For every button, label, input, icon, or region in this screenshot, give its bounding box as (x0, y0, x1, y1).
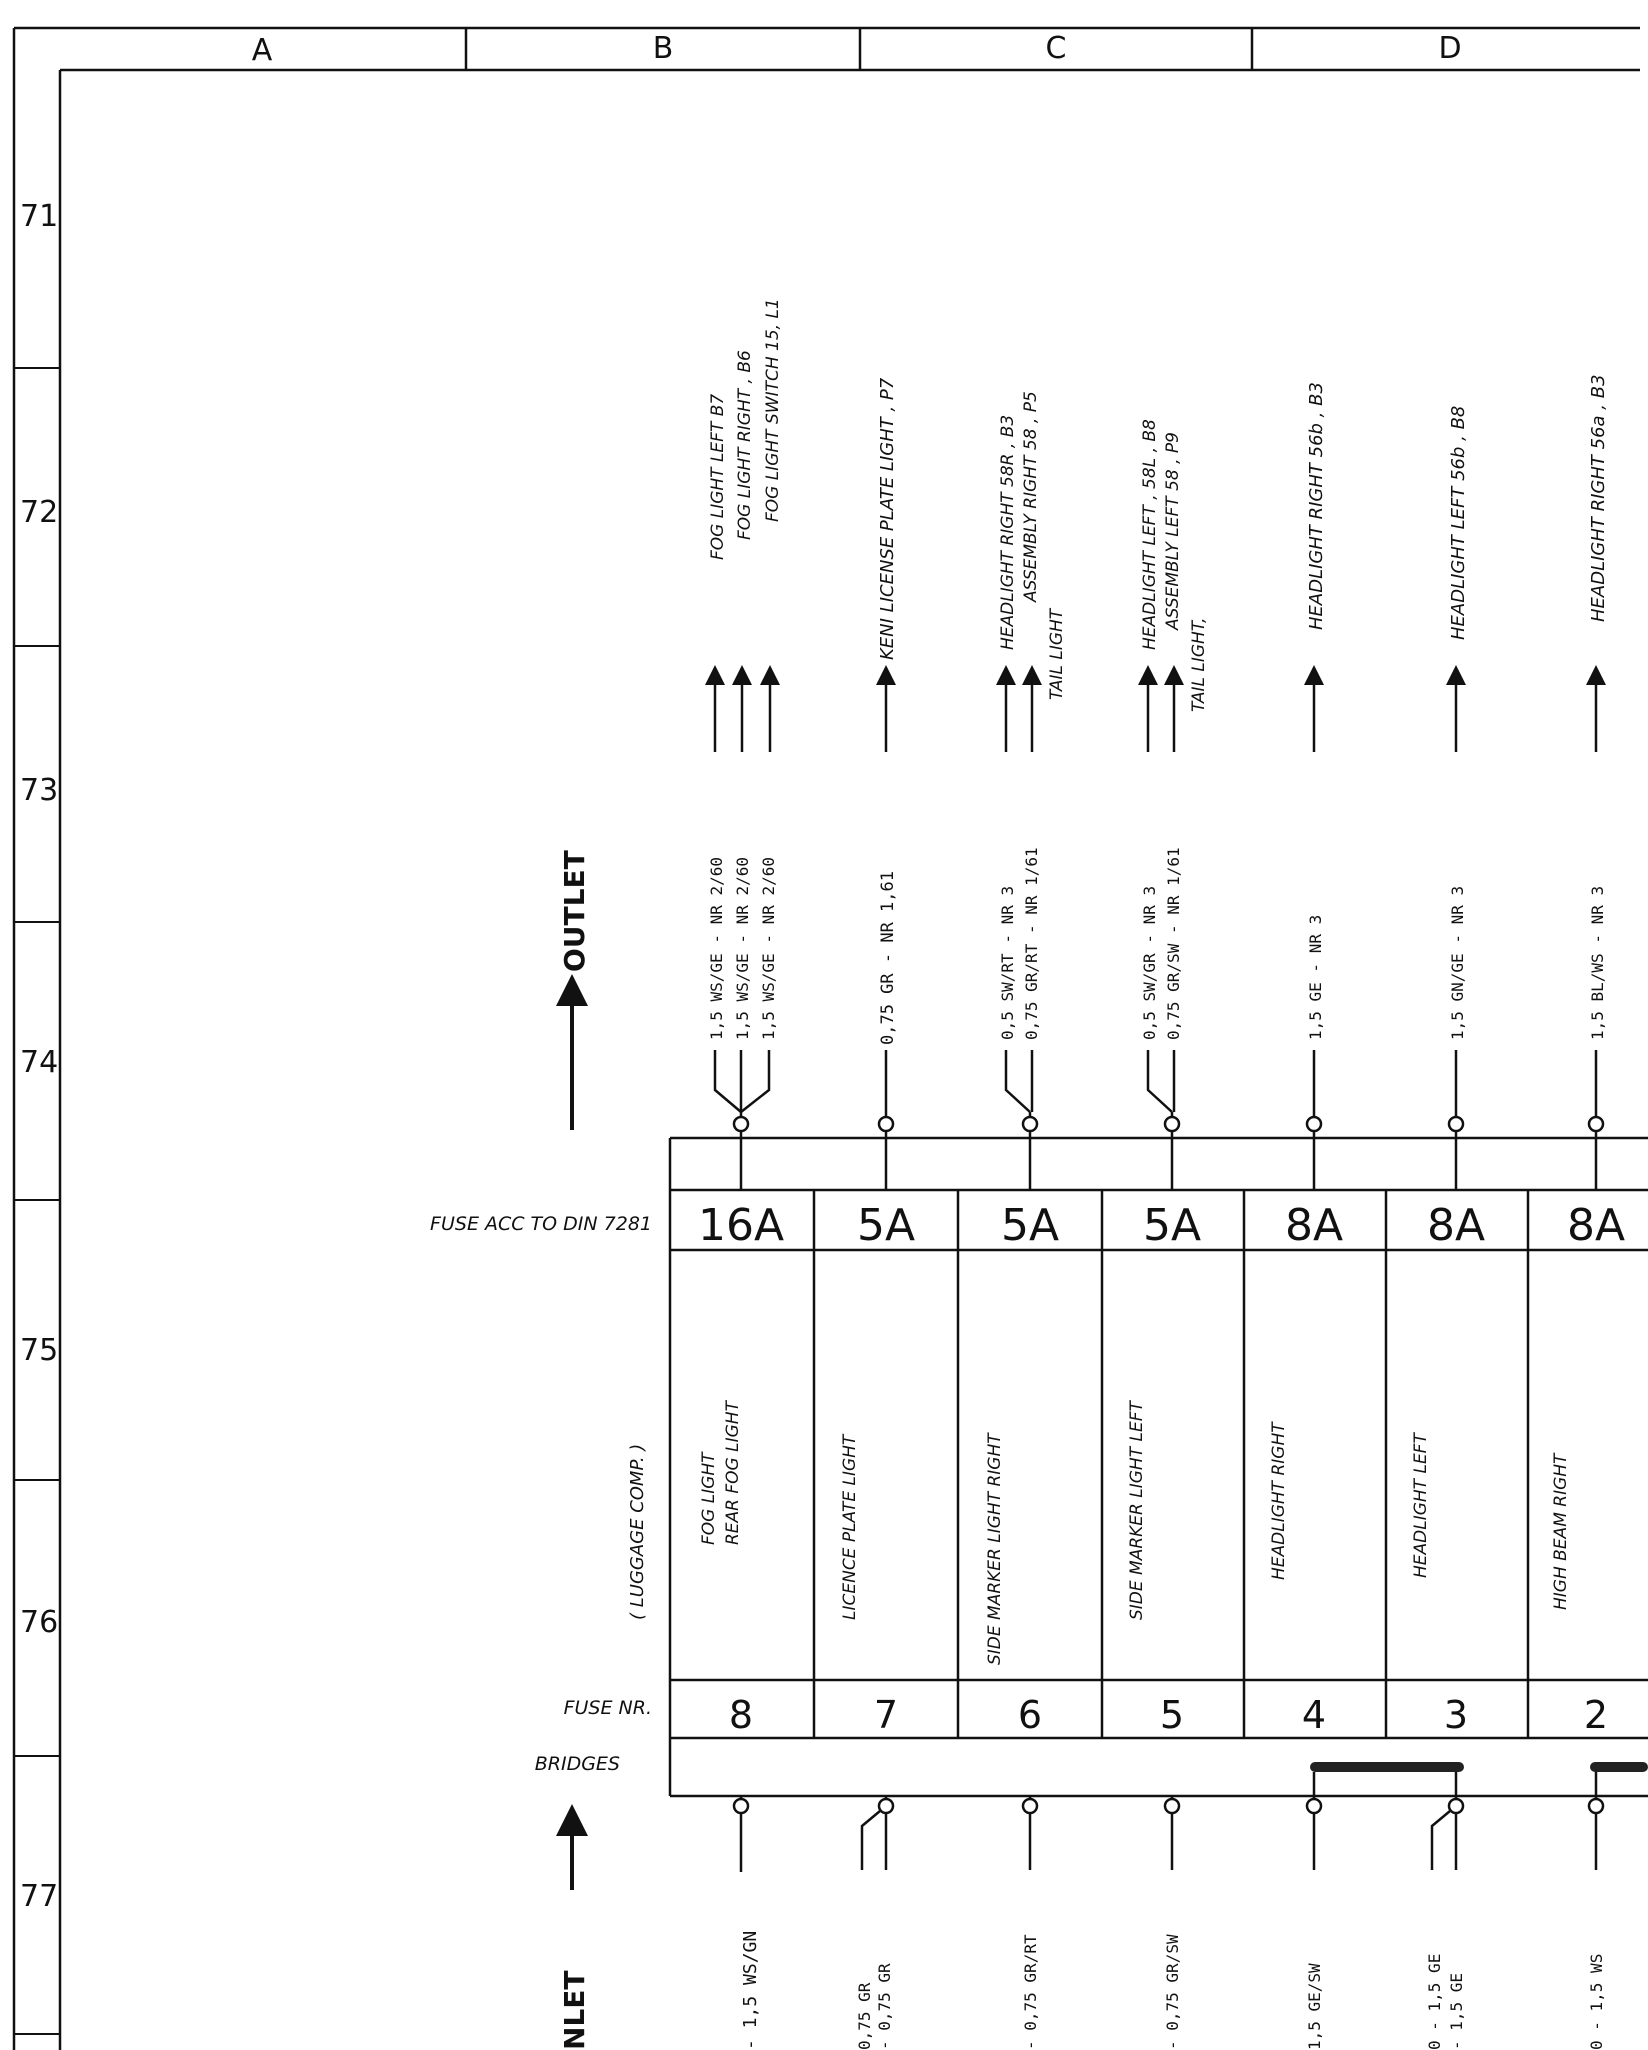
fuse-2-number: 2 (1583, 1693, 1609, 1737)
column-header-c: C (1045, 31, 1067, 66)
fuse-3-amperage: 8A (1426, 1200, 1486, 1251)
row-number-77: 77 (20, 1879, 59, 1914)
row-number-76: 76 (20, 1605, 59, 1640)
row-number-73: 73 (20, 773, 59, 808)
fuse-3-wire-out-1: 1,5 GN/GE - NR 3 (1448, 885, 1467, 1040)
inlet-indicator (558, 1820, 591, 2050)
fuse-4-name-1: HEADLIGHT RIGHT (1269, 1422, 1289, 1580)
bridge-4-3 (1310, 1762, 1464, 1772)
fuse-3-wire-in-2: - 1,5 GE (1447, 1972, 1466, 2050)
fuse-7-amperage: 5A (856, 1200, 916, 1251)
column-header-a: A (251, 33, 273, 68)
fuse-6-wire-in-1: - 0,75 GR/RT (1021, 1934, 1040, 2050)
fuse-7-dest-1: KENI LICENSE PLATE LIGHT , P7 (877, 377, 898, 660)
inlet-label: NLET (558, 1970, 591, 2050)
row-number-72: 72 (20, 495, 59, 530)
luggage-label: ( LUGGAGE COMP. ) (627, 1443, 648, 1620)
fuse-7-number: 7 (873, 1693, 899, 1737)
fuse-5-wire-out-2: 0,75 GR/SW - NR 1/61 (1164, 847, 1183, 1040)
fuse-8-name-1: FOG LIGHT (699, 1452, 719, 1545)
fuse-column-7 (840, 377, 915, 2050)
fuse-8-wire-out-1: 1,5 WS/GE - NR 2/60 (707, 856, 726, 1040)
fuse-column-5 (1127, 419, 1209, 2050)
fuse-column-4 (1269, 382, 1343, 2050)
bridges-label: BRIDGES (534, 1753, 620, 1775)
fuse-8-wire-out-2: 1,5 WS/GE - NR 2/60 (733, 856, 752, 1040)
fuse-5-dest-3: TAIL LIGHT, (1189, 617, 1209, 712)
fuse-8-wire-out-3: 1,5 WS/GE - NR 2/60 (759, 856, 778, 1040)
fuse-3-name-1: HEADLIGHT LEFT (1411, 1433, 1431, 1578)
fuse-8-number: 8 (728, 1693, 754, 1737)
fuse-3-dest-1: HEADLIGHT LEFT 56b , B8 (1448, 405, 1469, 640)
fuse-4-wire-out-1: 1,5 GE - NR 3 (1306, 914, 1325, 1040)
fuse-3-wire-in-1: 0 - 1,5 GE (1425, 1953, 1444, 2050)
fuse-7-wire-in-1: 0,75 GR (855, 1982, 874, 2050)
fuse-column-8 (698, 298, 784, 2050)
fuse-4-number: 4 (1301, 1693, 1327, 1737)
fuse-2-dest-1: HEADLIGHT RIGHT 56a , B3 (1588, 374, 1609, 622)
fuse-2-wire-in-1: 0 - 1,5 WS (1587, 1953, 1606, 2050)
fuse-6-name-1: SIDE MARKER LIGHT RIGHT (985, 1433, 1005, 1665)
fuse-5-dest-2: ASSEMBLY LEFT 58 , P9 (1163, 432, 1183, 630)
fuse-6-amperage: 5A (1000, 1200, 1060, 1251)
row-number-74: 74 (20, 1045, 59, 1080)
bridge-2 (1590, 1762, 1648, 1772)
fuse-5-amperage: 5A (1142, 1200, 1202, 1251)
outlet-indicator (558, 850, 591, 1130)
column-headers (252, 31, 1462, 68)
fuse-8-dest-3: FOG LIGHT SWITCH 15, L1 (763, 298, 783, 522)
row-number-71: 71 (20, 199, 59, 234)
drawing-frame (14, 28, 1640, 2050)
fuse-8-dest-1: FOG LIGHT LEFT B7 (708, 393, 728, 560)
fuse-3-number: 3 (1443, 1693, 1469, 1737)
fuse-nr-label: FUSE NR. (563, 1697, 652, 1719)
fuse-5-number: 5 (1159, 1693, 1185, 1737)
fuse-din-label: FUSE ACC TO DIN 7281 (430, 1213, 652, 1235)
fuse-6-number: 6 (1017, 1693, 1043, 1737)
fuse-8-amperage: 16A (697, 1200, 785, 1251)
fuse-7-wire-in-2: - 0,75 GR (875, 1963, 894, 2050)
fuse-6-wire-out-1: 0,5 SW/RT - NR 3 (998, 885, 1017, 1040)
column-header-b: B (652, 31, 674, 66)
fuse-8-dest-2: FOG LIGHT RIGHT , B6 (735, 350, 755, 540)
row-number-75: 75 (20, 1333, 59, 1368)
fuse-column-6 (985, 391, 1067, 2050)
row-ruler (14, 199, 60, 2034)
bridges (1310, 1762, 1648, 1772)
fuse-5-dest-1: HEADLIGHT LEFT , 58L , B8 (1140, 419, 1160, 650)
fuse-6-wire-out-2: 0,75 GR/RT - NR 1/61 (1022, 847, 1041, 1040)
fuse-6-dest-1: HEADLIGHT RIGHT 58R , B3 (998, 414, 1018, 650)
column-header-d: D (1438, 31, 1462, 66)
fuse-5-name-1: SIDE MARKER LIGHT LEFT (1127, 1401, 1147, 1620)
fuse-4-wire-in-1: 1,5 GE/SW (1305, 1963, 1324, 2050)
fuse-5-wire-in-1: - 0,75 GR/SW (1163, 1934, 1182, 2050)
fuse-8-wire-in-1: - 1,5 WS/GN (740, 1930, 761, 2050)
fuse-7-name-1: LICENCE PLATE LIGHT (840, 1434, 860, 1620)
fuse-8-name-2: REAR FOG LIGHT (723, 1401, 743, 1545)
fuse-7-wire-out-1: 0,75 GR - NR 1,61 (878, 871, 898, 1045)
fuse-2-wire-out-1: 1,5 BL/WS - NR 3 (1588, 885, 1607, 1040)
fuse-2-name-1: HIGH BEAM RIGHT (1551, 1453, 1571, 1610)
fuse-4-amperage: 8A (1284, 1200, 1344, 1251)
fuse-6-dest-2: ASSEMBLY RIGHT 58 , P5 (1021, 391, 1041, 602)
fuse-6-dest-3: TAIL LIGHT (1047, 608, 1067, 700)
fuse-5-wire-out-1: 0,5 SW/GR - NR 3 (1140, 885, 1159, 1040)
fuse-column-2 (1551, 374, 1625, 2050)
outlet-label: OUTLET (558, 850, 591, 972)
fuse-2-amperage: 8A (1566, 1200, 1626, 1251)
fuse-4-dest-1: HEADLIGHT RIGHT 56b , B3 (1306, 382, 1327, 630)
fuse-column-3 (1411, 406, 1485, 2050)
